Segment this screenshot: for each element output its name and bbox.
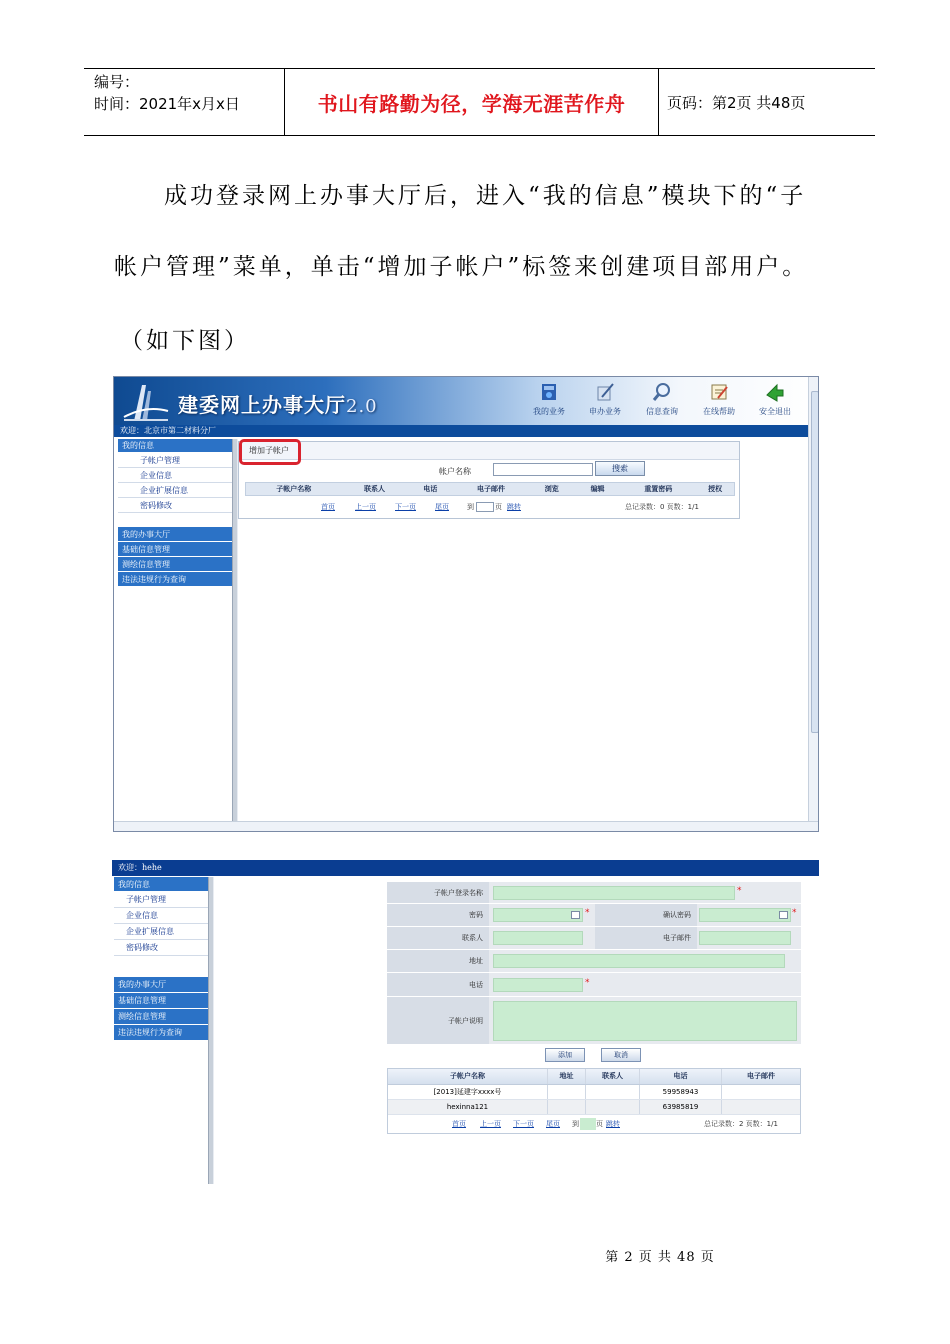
time-line: 时间：2021年x月x日	[94, 95, 240, 113]
toolbar-label: 安全退出	[759, 407, 791, 416]
cell-email	[722, 1085, 800, 1099]
pager-to: 到	[572, 1120, 579, 1128]
pager-next[interactable]: 下一页	[513, 1120, 534, 1128]
column-header[interactable]: 授权	[708, 485, 723, 493]
highlight-box	[239, 439, 301, 465]
paragraph-line-1: 成功登录网上办事大厅后，进入“我的信息”模块下的“子	[164, 183, 807, 209]
toolbar-label: 我的业务	[533, 407, 565, 416]
toolbar-safe-exit[interactable]	[750, 381, 800, 421]
toolbar-my-business[interactable]	[524, 381, 574, 421]
label-phone: 电话	[387, 973, 489, 996]
number-label: 编号：	[94, 73, 140, 91]
label-contact: 联系人	[387, 927, 489, 949]
grid-header	[388, 1069, 800, 1085]
tab-add-subaccount[interactable]	[245, 443, 293, 459]
pager-go[interactable]: 跳转	[606, 1120, 620, 1128]
pen-icon	[594, 381, 616, 403]
cell-name: hexinna121	[388, 1100, 548, 1114]
sidebar-item-company-ext-info[interactable]: 企业扩展信息	[118, 483, 232, 498]
sidebar-item-subaccount[interactable]: 子帐户管理	[118, 453, 232, 468]
footer-page-number: 第 2 页 共 48 页	[605, 1250, 715, 1265]
pager-last[interactable]: 尾页	[435, 503, 449, 511]
toolbar-label: 信息查询	[646, 407, 678, 416]
label-confirm-password: 确认密码	[595, 904, 697, 926]
sidebar-menu	[118, 439, 232, 587]
sidebar-group-my-hall[interactable]: 我的办事大厅	[118, 527, 232, 542]
panel-splitter[interactable]	[208, 877, 214, 1184]
sidebar-item-company-info[interactable]: 企业信息	[114, 908, 208, 924]
tab-add-label: 增加子帐户	[249, 446, 289, 455]
cell-contact	[586, 1100, 640, 1114]
column-header[interactable]: 电子邮件	[477, 485, 505, 493]
vertical-scrollbar[interactable]	[808, 377, 818, 823]
cell-address	[548, 1085, 586, 1099]
sidebar-item-company-ext-info[interactable]: 企业扩展信息	[114, 924, 208, 940]
column-header[interactable]: 电话	[423, 485, 438, 493]
cell-contact	[586, 1085, 640, 1099]
subaccount-grid-header	[245, 482, 735, 496]
screenshot-add-subaccount	[112, 860, 819, 1184]
pager-page: 页	[495, 503, 502, 511]
form-row-description	[387, 997, 801, 1045]
column-header[interactable]: 子帐户名称	[276, 485, 312, 493]
form-row-password	[387, 904, 801, 927]
column-header[interactable]: 编辑	[590, 485, 605, 493]
column-header[interactable]: 电子邮件	[747, 1072, 775, 1080]
pager-page-input[interactable]	[476, 502, 494, 512]
exit-arrow-icon	[764, 381, 786, 403]
required-mark: *	[737, 886, 742, 896]
toolbar-apply-business[interactable]	[580, 381, 630, 421]
contact-input[interactable]	[493, 931, 583, 945]
banner-version: 2.0	[346, 396, 378, 417]
sidebar-group-survey-info[interactable]: 测绘信息管理	[114, 1009, 208, 1025]
pager	[245, 500, 735, 514]
banner-title-text: 建委网上办事大厅	[178, 393, 346, 417]
required-mark: *	[792, 908, 797, 918]
cell-phone: 63985819	[640, 1100, 722, 1114]
column-header[interactable]: 联系人	[363, 485, 385, 493]
column-header[interactable]: 地址	[548, 1069, 586, 1084]
sidebar-group-my-hall[interactable]: 我的办事大厅	[114, 977, 208, 993]
table-row[interactable]	[388, 1085, 800, 1100]
account-name-input[interactable]	[493, 463, 593, 476]
header-page-info: 页码：第2页 共48页	[667, 93, 806, 112]
pager-summary: 总记录数：2 页数：1/1	[704, 1120, 778, 1128]
form-row-contact	[387, 927, 801, 950]
search-button[interactable]: 搜索	[595, 461, 645, 476]
paragraph-line-3: （如下图）	[120, 328, 250, 354]
banner-title	[178, 389, 378, 418]
password-input[interactable]	[493, 908, 583, 922]
header-motto-cell	[285, 69, 659, 135]
cell-address	[548, 1100, 586, 1114]
keyboard-icon[interactable]	[571, 911, 580, 919]
pager-next[interactable]: 下一页	[395, 503, 416, 511]
welcome-bar: 欢迎：hehe	[112, 860, 819, 876]
tab-bar	[239, 442, 739, 460]
welcome-bar: 欢迎：北京市第二材料分厂	[114, 425, 810, 437]
form-row-phone	[387, 973, 801, 997]
app-banner	[114, 377, 819, 425]
column-header[interactable]: 联系人	[586, 1069, 640, 1084]
label-login-name: 子帐户登录名称	[387, 882, 489, 903]
pager-page: 页	[596, 1120, 603, 1128]
magnifier-icon	[651, 381, 673, 403]
motto-text: 书山有路勤为径，学海无涯苦作舟	[317, 91, 626, 116]
sidebar-group-survey-info[interactable]: 测绘信息管理	[118, 557, 232, 572]
toolbar-info-query[interactable]	[637, 381, 687, 421]
search-label: 帐户名称	[439, 467, 471, 476]
cancel-button[interactable]: 取消	[601, 1048, 641, 1062]
header-meta-cell	[84, 69, 285, 135]
column-header[interactable]: 电话	[640, 1069, 722, 1084]
label-password: 密码	[387, 904, 489, 926]
toolbar-label: 在线帮助	[703, 407, 735, 416]
pager	[388, 1115, 800, 1133]
confirm-password-input[interactable]	[699, 908, 791, 922]
cell-email	[722, 1100, 800, 1114]
label-address: 地址	[387, 950, 489, 972]
description-textarea[interactable]	[493, 1001, 797, 1041]
sidebar-item-company-info[interactable]: 企业信息	[118, 468, 232, 483]
pager-first[interactable]: 首页	[321, 503, 335, 511]
column-header[interactable]: 重置密码	[644, 485, 673, 493]
email-input[interactable]	[699, 931, 791, 945]
column-header[interactable]: 浏览	[544, 485, 559, 493]
pager-first[interactable]: 首页	[452, 1120, 466, 1128]
login-name-input[interactable]	[493, 886, 735, 900]
pager-summary: 总记录数：0 页数：1/1	[625, 503, 699, 511]
help-doc-icon	[708, 381, 730, 403]
building-logo-icon	[120, 381, 172, 423]
required-mark: *	[585, 908, 590, 918]
column-header[interactable]: 子帐户名称	[388, 1069, 548, 1084]
cell-phone: 59958943	[640, 1085, 722, 1099]
sidebar-group-violation-query[interactable]: 违法违规行为查询	[118, 572, 232, 587]
keyboard-icon[interactable]	[779, 911, 788, 919]
cell-name: [2013]延建字xxxx号	[388, 1085, 548, 1099]
page-footer	[0, 1246, 950, 1265]
required-mark: *	[585, 978, 590, 988]
sidebar-group-basic-info[interactable]: 基础信息管理	[118, 542, 232, 557]
subaccount-panel	[238, 441, 740, 519]
sidebar-menu	[114, 877, 208, 1041]
screenshot-subaccount-list	[113, 376, 819, 832]
toolbar-label: 申办业务	[589, 407, 621, 416]
form-row-address	[387, 950, 801, 973]
sidebar-group-basic-info[interactable]: 基础信息管理	[114, 993, 208, 1009]
sidebar-item-password[interactable]: 密码修改	[118, 498, 232, 513]
pager-prev[interactable]: 上一页	[480, 1120, 501, 1128]
table-row[interactable]	[388, 1100, 800, 1115]
pager-to: 到	[467, 503, 474, 511]
sidebar-group-violation-query[interactable]: 违法违规行为查询	[114, 1025, 208, 1041]
sidebar-header-my-info[interactable]: 我的信息	[118, 439, 232, 453]
paragraph-line-2: 帐户管理”菜单，单击“增加子帐户”标签来创建项目部用户。	[114, 254, 809, 280]
subaccount-grid	[387, 1068, 801, 1134]
pager-go[interactable]: 跳转	[507, 503, 521, 511]
label-email: 电子邮件	[595, 927, 697, 949]
sidebar-item-subaccount[interactable]: 子帐户管理	[114, 892, 208, 908]
pager-last[interactable]: 尾页	[546, 1120, 560, 1128]
pager-prev[interactable]: 上一页	[355, 503, 376, 511]
sidebar-header-my-info[interactable]: 我的信息	[114, 877, 208, 892]
horizontal-scrollbar[interactable]	[114, 821, 819, 831]
toolbar-online-help[interactable]	[694, 381, 744, 421]
page-header-table	[84, 68, 875, 136]
form-row-login-name	[387, 882, 801, 904]
address-input[interactable]	[493, 954, 785, 968]
book-icon	[538, 381, 560, 403]
pager-page-input[interactable]	[580, 1118, 596, 1130]
phone-input[interactable]	[493, 978, 583, 992]
add-button[interactable]: 添加	[545, 1048, 585, 1062]
label-description: 子帐户说明	[387, 997, 489, 1044]
sidebar-item-password[interactable]: 密码修改	[114, 940, 208, 956]
